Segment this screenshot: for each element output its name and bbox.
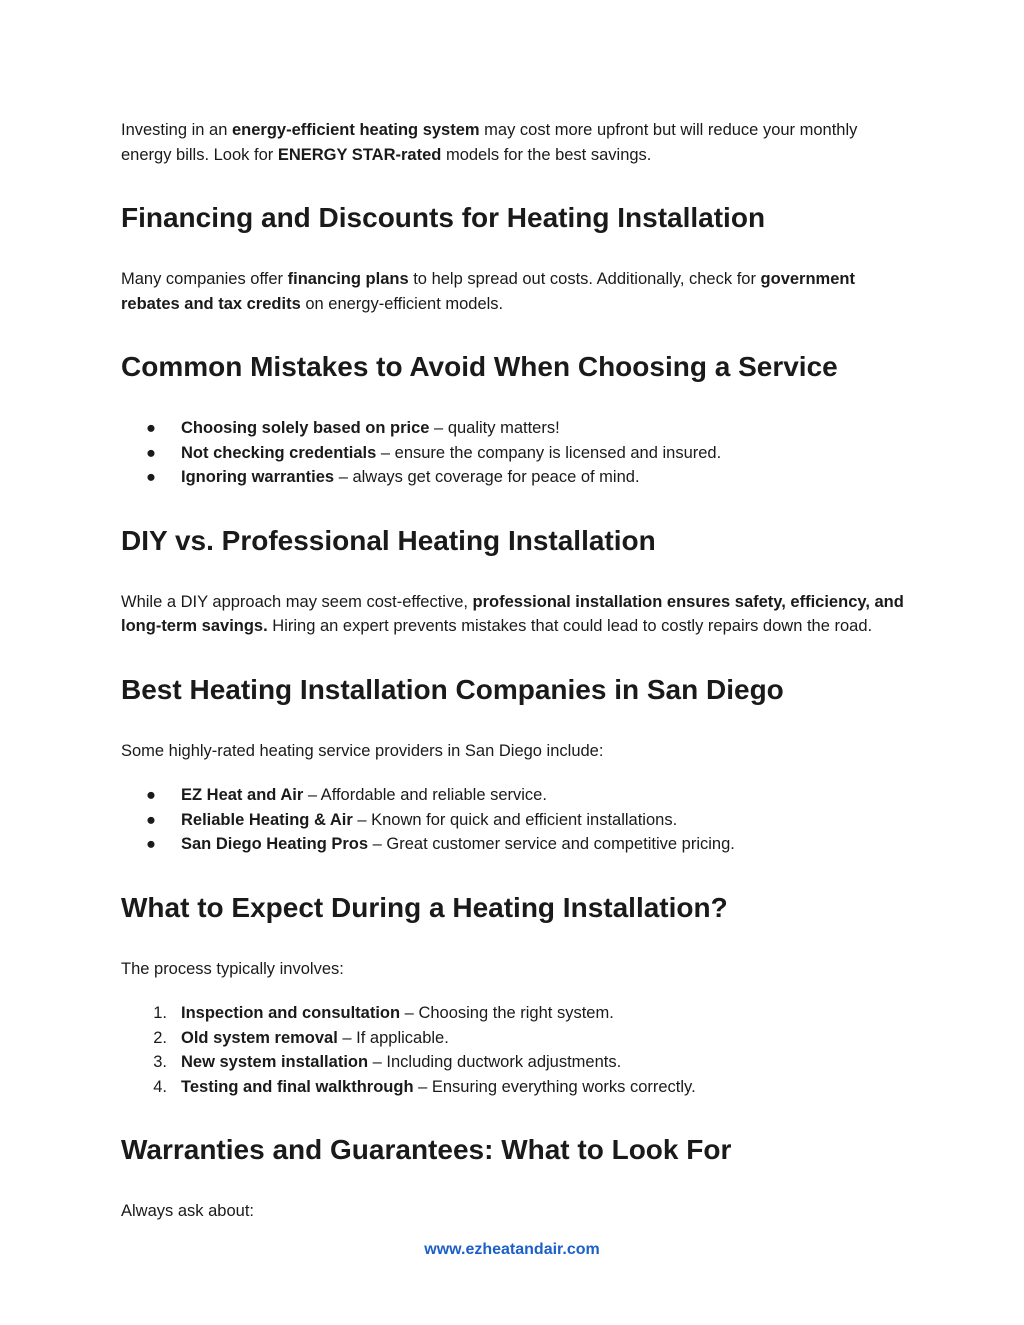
step-number: 4. [153, 1077, 167, 1096]
list-item: ● San Diego Heating Pros – Great customer service and competitive pricing. [121, 832, 911, 857]
companies-heading: Best Heating Installation Companies in San Diego [121, 673, 784, 705]
bullet-icon: ● [146, 786, 156, 804]
step-number: 1. [153, 1004, 167, 1022]
bullet-icon: ● [146, 419, 156, 437]
list-item: ● Ignoring warranties – always get coverage for peace of mind. [121, 465, 911, 490]
diy-heading: DIY vs. Professional Heating Installation [121, 524, 656, 556]
bullet-icon: ● [146, 468, 156, 486]
financing-heading: Financing and Discounts for Heating Installation [121, 202, 766, 233]
expect-heading: What to Expect During a Heating Installation? [121, 891, 728, 923]
list-item: 1. Inspection and consultation – Choosing the right system. [121, 1001, 911, 1026]
footer-website-link[interactable]: www.ezheatandair.com [424, 1241, 600, 1258]
expect-intro: The process typically involves: [121, 959, 344, 978]
companies-intro: Some highly-rated heating service providers in San Diego include: [121, 741, 604, 760]
list-item: ● Not checking credentials – ensure the company is licensed and insured. [121, 441, 911, 466]
list-item: ● Choosing solely based on price – quality matters! [121, 416, 911, 441]
diy-paragraph: While a DIY approach may seem cost-effective, professional installation ensures safety, efficiency, and long-term savings. Hiring an expert prevents mistakes that could lead to costly repairs down the road. [121, 592, 904, 635]
list-item: 3. New system installation – Including ductwork adjustments. [121, 1050, 911, 1075]
financing-paragraph: Many companies offer financing plans to help spread out costs. Additionally, check for government rebates and tax credits on energy-efficient models. [121, 270, 855, 313]
mistakes-heading: Common Mistakes to Avoid When Choosing a Service [121, 351, 838, 382]
bullet-icon: ● [146, 443, 156, 462]
warranties-heading: Warranties and Guarantees: What to Look For [121, 1134, 732, 1165]
expect-steps-list [121, 1001, 911, 1099]
list-item: ● Reliable Heating & Air – Known for quick and efficient installations. [121, 808, 911, 833]
companies-list [121, 783, 911, 857]
list-item: 2. Old system removal – If applicable. [121, 1026, 911, 1051]
bullet-icon: ● [146, 810, 156, 829]
list-item: 4. Testing and final walkthrough – Ensuring everything works correctly. [121, 1075, 911, 1100]
step-number: 3. [153, 1053, 167, 1071]
bullet-icon: ● [146, 835, 156, 853]
warranties-intro: Always ask about: [121, 1202, 254, 1220]
list-item: ● EZ Heat and Air – Affordable and reliable service. [121, 783, 911, 808]
document-page [121, 118, 911, 1224]
intro-paragraph: Investing in an energy-efficient heating system may cost more upfront but will reduce your monthly energy bills. Look for ENERGY STAR-rated models for the best savings. [121, 121, 858, 164]
mistakes-list [121, 416, 911, 490]
step-number: 2. [153, 1028, 167, 1047]
